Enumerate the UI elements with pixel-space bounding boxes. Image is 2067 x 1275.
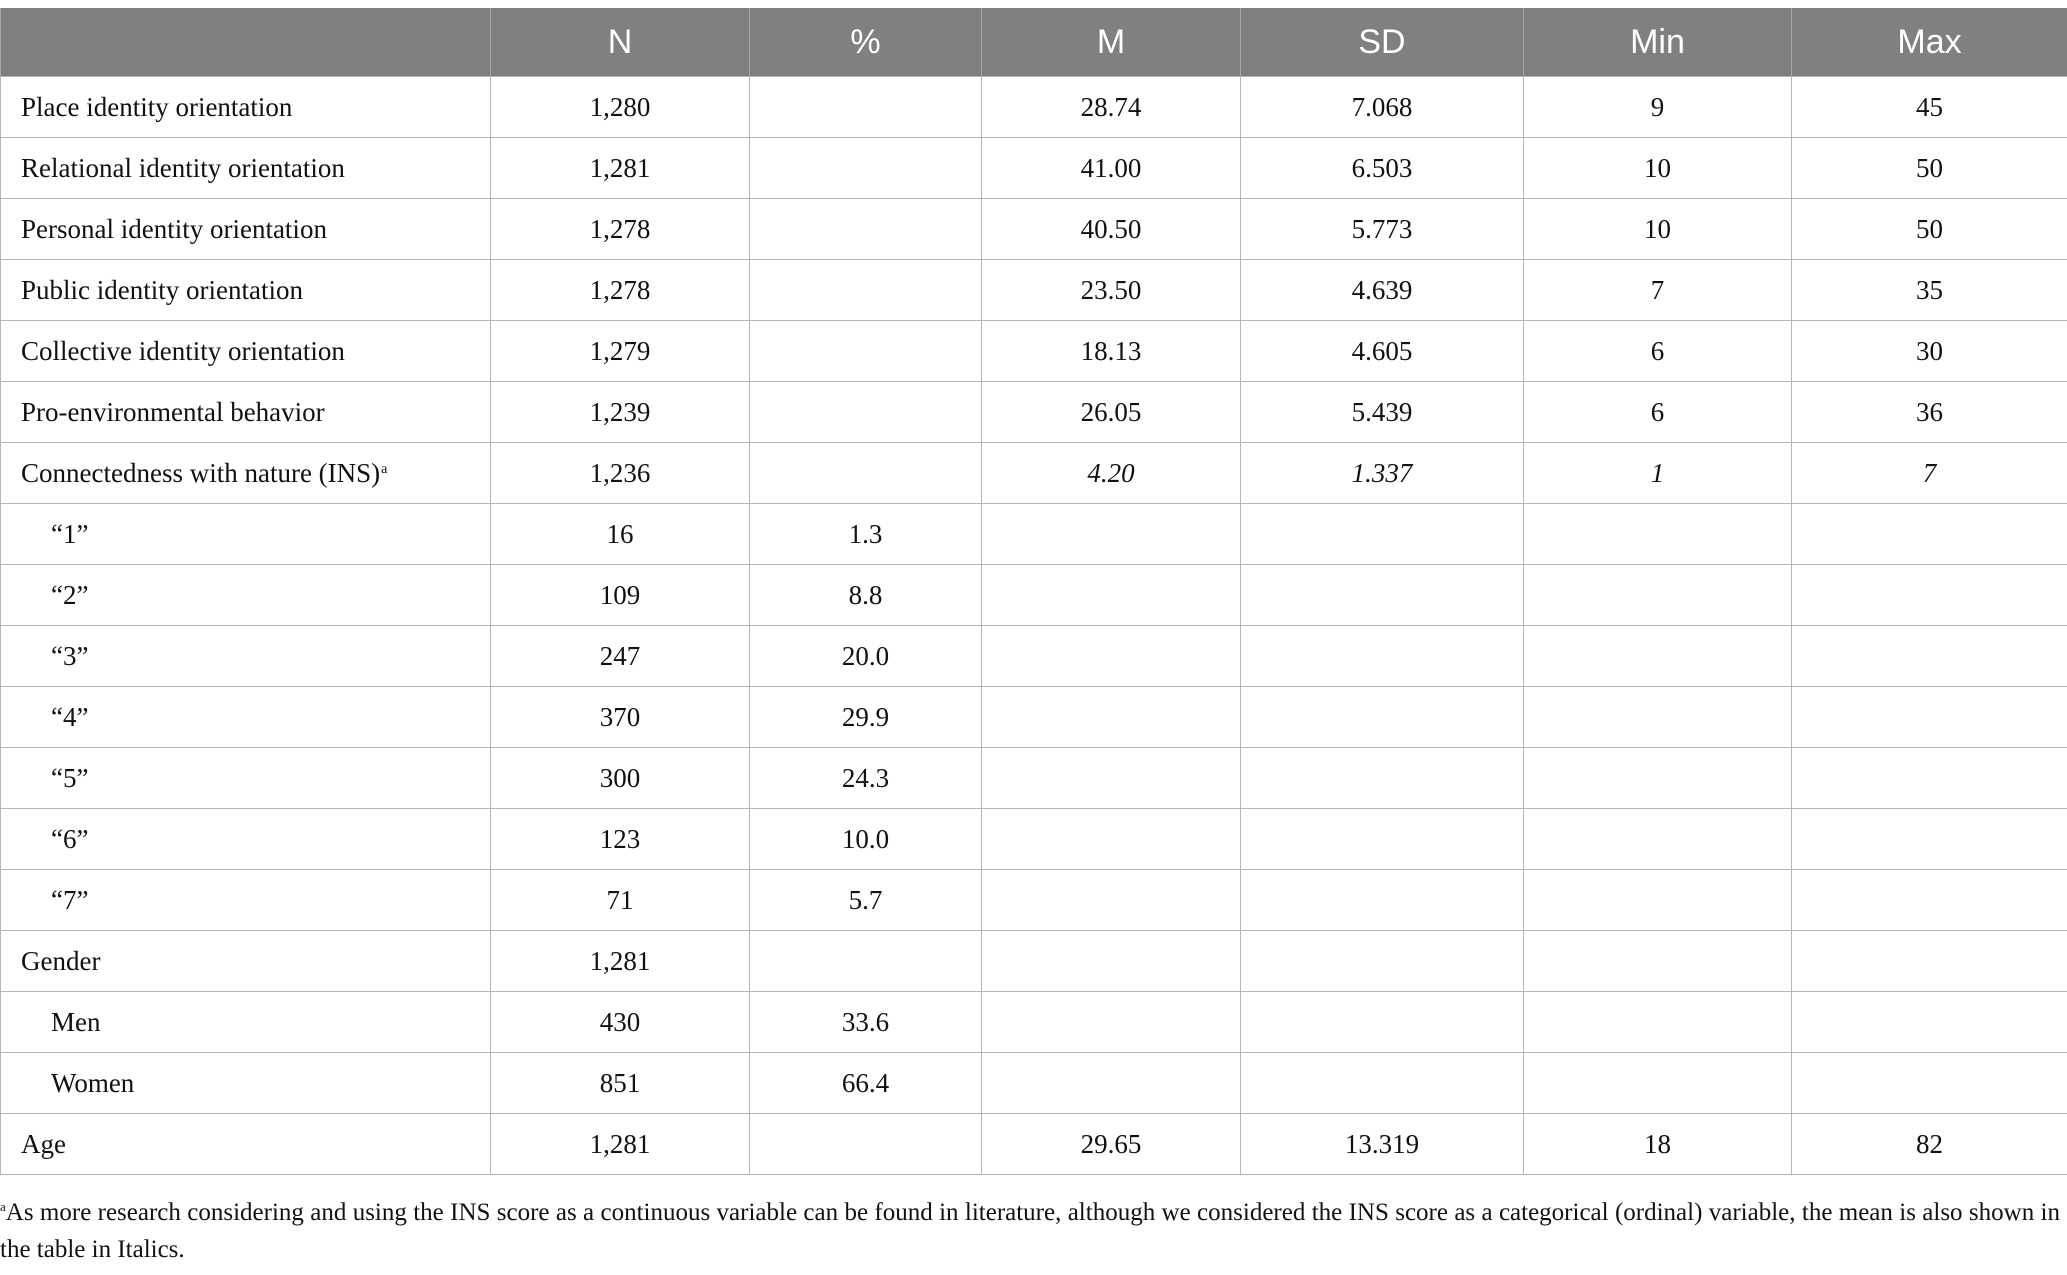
n-cell: 1,239 [491, 382, 750, 443]
row-label-cell [1, 931, 491, 992]
table-row [1, 748, 2067, 809]
sd-cell: 13.319 [1241, 1114, 1524, 1175]
sd-cell: 6.503 [1241, 138, 1524, 199]
header-min: Min [1524, 8, 1792, 77]
max-cell [1792, 931, 2067, 992]
mean-cell: 28.74 [982, 77, 1241, 138]
mean-cell: 41.00 [982, 138, 1241, 199]
sd-cell [1241, 687, 1524, 748]
row-label: “4” [51, 701, 89, 732]
n-cell: 1,278 [491, 260, 750, 321]
percent-cell: 20.0 [750, 626, 982, 687]
percent-cell: 29.9 [750, 687, 982, 748]
row-label: “3” [51, 640, 89, 671]
footnote-reference: a [381, 461, 388, 477]
row-label-cell [1, 199, 491, 260]
row-label-cell [1, 77, 491, 138]
min-cell [1524, 687, 1792, 748]
n-cell: 1,278 [491, 199, 750, 260]
percent-cell [750, 382, 982, 443]
max-cell: 50 [1792, 138, 2067, 199]
min-cell [1524, 504, 1792, 565]
header-sd: SD [1241, 8, 1524, 77]
percent-cell: 66.4 [750, 1053, 982, 1114]
min-cell [1524, 1053, 1792, 1114]
row-label-cell [1, 687, 491, 748]
row-label: Personal identity orientation [21, 213, 327, 244]
row-label: “5” [51, 762, 89, 793]
table-row [1, 626, 2067, 687]
max-cell [1792, 992, 2067, 1053]
row-label: Place identity orientation [21, 91, 293, 122]
min-cell: 10 [1524, 138, 1792, 199]
sd-cell [1241, 809, 1524, 870]
row-label: Women [51, 1067, 135, 1098]
percent-cell [750, 443, 982, 504]
header-row [1, 8, 2067, 77]
mean-cell [982, 870, 1241, 931]
max-cell: 35 [1792, 260, 2067, 321]
mean-cell [982, 565, 1241, 626]
min-cell: 9 [1524, 77, 1792, 138]
max-cell [1792, 1053, 2067, 1114]
mean-cell: 18.13 [982, 321, 1241, 382]
min-cell [1524, 748, 1792, 809]
table-row [1, 992, 2067, 1053]
row-label-cell [1, 382, 491, 443]
min-cell: 6 [1524, 382, 1792, 443]
row-label-cell [1, 1053, 491, 1114]
row-label: Relational identity orientation [21, 152, 345, 183]
n-cell: 247 [491, 626, 750, 687]
mean-cell: 23.50 [982, 260, 1241, 321]
n-cell: 109 [491, 565, 750, 626]
min-cell [1524, 565, 1792, 626]
min-cell [1524, 809, 1792, 870]
table-row [1, 77, 2067, 138]
mean-cell [982, 748, 1241, 809]
n-cell: 16 [491, 504, 750, 565]
sd-cell: 1.337 [1241, 443, 1524, 504]
percent-cell [750, 77, 982, 138]
row-label: “7” [51, 884, 89, 915]
mean-cell: 26.05 [982, 382, 1241, 443]
mean-cell [982, 931, 1241, 992]
n-cell: 1,280 [491, 77, 750, 138]
table-row [1, 382, 2067, 443]
mean-cell: 4.20 [982, 443, 1241, 504]
table-row [1, 199, 2067, 260]
sd-cell: 7.068 [1241, 77, 1524, 138]
sd-cell: 5.439 [1241, 382, 1524, 443]
footnote-text: As more research considering and using the INS score as a continuous variable can be found in literature, although we considered the INS score as a categorical (ordinal) variable, the mean is also shown in the table in Italics. [0, 1199, 2060, 1263]
row-label-cell [1, 504, 491, 565]
sd-cell [1241, 870, 1524, 931]
mean-cell [982, 687, 1241, 748]
row-label-cell [1, 138, 491, 199]
row-label: “6” [51, 823, 89, 854]
table-row [1, 138, 2067, 199]
row-label: “1” [51, 518, 89, 549]
percent-cell: 1.3 [750, 504, 982, 565]
n-cell: 300 [491, 748, 750, 809]
row-label: Pro-environmental behavior [21, 396, 325, 427]
sd-cell: 4.639 [1241, 260, 1524, 321]
percent-cell [750, 199, 982, 260]
max-cell [1792, 504, 2067, 565]
table-row [1, 565, 2067, 626]
percent-cell [750, 138, 982, 199]
mean-cell: 40.50 [982, 199, 1241, 260]
table-row [1, 687, 2067, 748]
table-row [1, 1053, 2067, 1114]
max-cell: 7 [1792, 443, 2067, 504]
n-cell: 1,281 [491, 931, 750, 992]
descriptive-statistics-table-container [0, 8, 2067, 1175]
min-cell [1524, 870, 1792, 931]
table-row [1, 443, 2067, 504]
table-row [1, 260, 2067, 321]
table-footnote [0, 1188, 2060, 1268]
header-variable [1, 8, 491, 77]
mean-cell [982, 809, 1241, 870]
sd-cell: 5.773 [1241, 199, 1524, 260]
row-label-cell [1, 1114, 491, 1175]
mean-cell [982, 992, 1241, 1053]
table-row [1, 321, 2067, 382]
min-cell [1524, 992, 1792, 1053]
sd-cell [1241, 748, 1524, 809]
row-label-cell [1, 321, 491, 382]
percent-cell: 10.0 [750, 809, 982, 870]
row-label-cell [1, 565, 491, 626]
row-label: Public identity orientation [21, 274, 303, 305]
n-cell: 370 [491, 687, 750, 748]
min-cell: 10 [1524, 199, 1792, 260]
header-n: N [491, 8, 750, 77]
min-cell [1524, 931, 1792, 992]
min-cell: 6 [1524, 321, 1792, 382]
header-percent: % [750, 8, 982, 77]
footnote-marker: a [0, 1199, 6, 1214]
percent-cell [750, 321, 982, 382]
row-label-cell [1, 626, 491, 687]
percent-cell [750, 1114, 982, 1175]
descriptive-statistics-table [0, 8, 2067, 1175]
max-cell: 50 [1792, 199, 2067, 260]
table-header [1, 8, 2067, 77]
row-label-cell [1, 443, 491, 504]
row-label: Men [51, 1006, 101, 1037]
n-cell: 123 [491, 809, 750, 870]
sd-cell [1241, 565, 1524, 626]
table-row [1, 870, 2067, 931]
row-label-cell [1, 992, 491, 1053]
sd-cell: 4.605 [1241, 321, 1524, 382]
row-label-cell [1, 809, 491, 870]
percent-cell: 8.8 [750, 565, 982, 626]
row-label: Age [21, 1128, 66, 1159]
sd-cell [1241, 626, 1524, 687]
row-label-cell [1, 260, 491, 321]
row-label-cell [1, 748, 491, 809]
n-cell: 1,281 [491, 138, 750, 199]
table-row [1, 809, 2067, 870]
max-cell: 30 [1792, 321, 2067, 382]
max-cell: 45 [1792, 77, 2067, 138]
percent-cell: 24.3 [750, 748, 982, 809]
min-cell [1524, 626, 1792, 687]
n-cell: 851 [491, 1053, 750, 1114]
max-cell [1792, 626, 2067, 687]
max-cell [1792, 748, 2067, 809]
row-label: “2” [51, 579, 89, 610]
sd-cell [1241, 931, 1524, 992]
percent-cell [750, 260, 982, 321]
max-cell [1792, 870, 2067, 931]
mean-cell [982, 626, 1241, 687]
min-cell: 7 [1524, 260, 1792, 321]
max-cell [1792, 809, 2067, 870]
min-cell: 1 [1524, 443, 1792, 504]
n-cell: 1,281 [491, 1114, 750, 1175]
max-cell: 36 [1792, 382, 2067, 443]
sd-cell [1241, 992, 1524, 1053]
table-row [1, 504, 2067, 565]
max-cell [1792, 565, 2067, 626]
n-cell: 430 [491, 992, 750, 1053]
percent-cell: 5.7 [750, 870, 982, 931]
table-body [1, 77, 2067, 1175]
max-cell [1792, 687, 2067, 748]
min-cell: 18 [1524, 1114, 1792, 1175]
table-row [1, 1114, 2067, 1175]
max-cell: 82 [1792, 1114, 2067, 1175]
percent-cell [750, 931, 982, 992]
n-cell: 1,279 [491, 321, 750, 382]
mean-cell: 29.65 [982, 1114, 1241, 1175]
header-max: Max [1792, 8, 2067, 77]
percent-cell: 33.6 [750, 992, 982, 1053]
table-row [1, 931, 2067, 992]
n-cell: 71 [491, 870, 750, 931]
n-cell: 1,236 [491, 443, 750, 504]
row-label-cell [1, 870, 491, 931]
sd-cell [1241, 504, 1524, 565]
row-label: Collective identity orientation [21, 335, 345, 366]
header-mean: M [982, 8, 1241, 77]
mean-cell [982, 1053, 1241, 1114]
mean-cell [982, 504, 1241, 565]
sd-cell [1241, 1053, 1524, 1114]
row-label: Connectedness with nature (INS) [21, 457, 381, 488]
row-label: Gender [21, 945, 101, 976]
